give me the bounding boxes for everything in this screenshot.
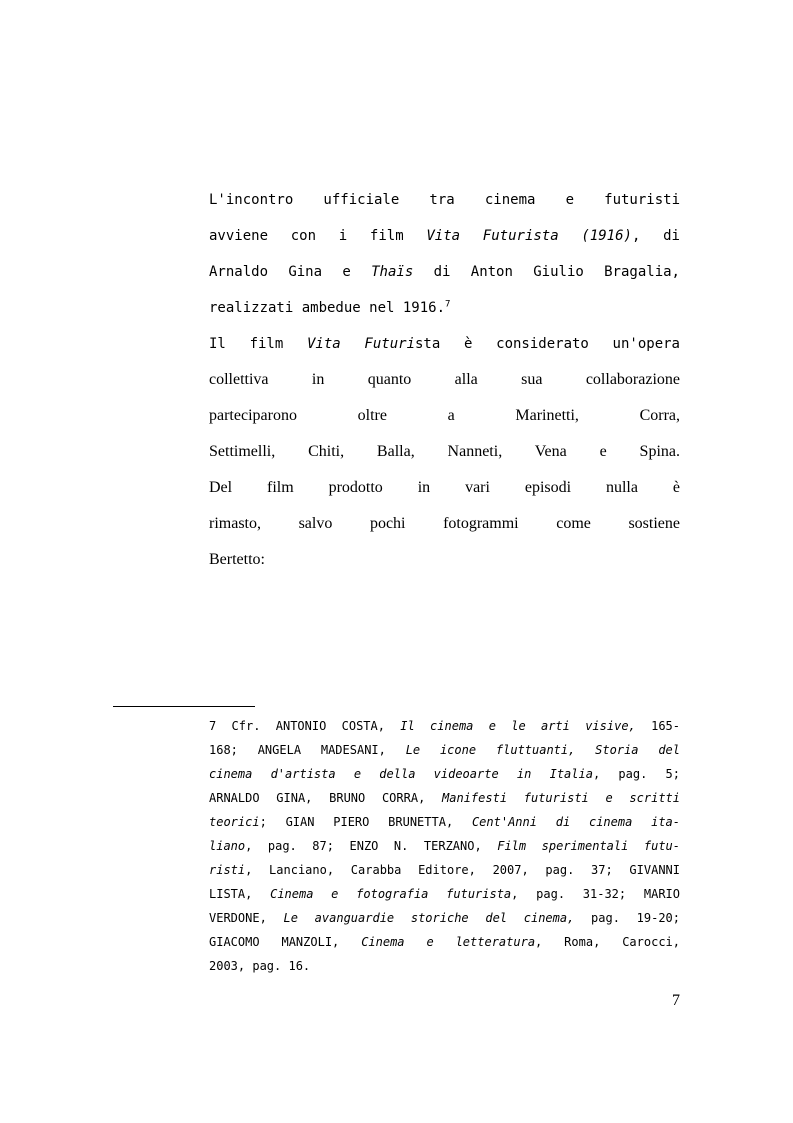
body-line: Settimelli, Chiti, Balla, Nanneti, Vena e Spina. [209,443,680,460]
body-line: Arnaldo Gina e Thaïs di Anton Giulio Bragalia, [209,264,680,280]
footnote-line: risti, Lanciano, Carabba Editore, 2007, pag. 37; GIVANNI [209,863,680,877]
body-line: Del film prodotto in vari episodi nulla è [209,479,680,496]
footnote-separator [113,706,255,707]
body-line: parteciparono oltre a Marinetti, Corra, [209,407,680,424]
footnote-line: 7 Cfr. ANTONIO COSTA, Il cinema e le arti visive, 165- [209,719,680,733]
footnote [209,714,680,978]
film-title: Thaïs [371,264,414,280]
footnote-line: cinema d'artista e della videoarte in Italia, pag. 5; [209,767,680,781]
footnote-line: 168; ANGELA MADESANI, Le icone fluttuanti, Storia del [209,743,680,757]
body-line: collettiva in quanto alla sua collaborazione [209,371,680,388]
footnote-line: 2003, pag. 16. [209,959,311,973]
footnote-line: GIACOMO MANZOLI, Cinema e letteratura, Roma, Carocci, [209,935,680,949]
footnote-line: VERDONE, Le avanguardie storiche del cinema, pag. 19-20; [209,911,680,925]
page-number: 7 [672,992,680,1009]
body-line: realizzati ambedue nel 1916.$^7$ [209,299,451,316]
body-line: Il film Vita Futurista è considerato un'opera [209,336,680,352]
footnote-reference: 7 [445,299,451,310]
body-text [209,182,680,578]
body-line: rimasto, salvo pochi fotogrammi come sostiene [209,515,680,532]
footnote-line: teorici; GIAN PIERO BRUNETTA, Cent'Anni di cinema ita- [209,815,680,829]
body-line: avviene con i film Vita Futurista (1916), di [209,228,680,244]
film-title: Vita Futurista (1916) [426,228,632,244]
body-line: L'incontro ufficiale tra cinema e futuristi [209,192,680,208]
film-title: Vita Futuri [307,336,415,352]
footnote-line: LISTA, Cinema e fotografia futurista, pag. 31-32; MARIO [209,887,680,901]
body-line: Bertetto: [209,551,265,568]
footnote-line: liano, pag. 87; ENZO N. TERZANO, Film sperimentali futu- [209,839,680,853]
footnote-line: ARNALDO GINA, BRUNO CORRA, Manifesti futuristi e scritti [209,791,680,805]
